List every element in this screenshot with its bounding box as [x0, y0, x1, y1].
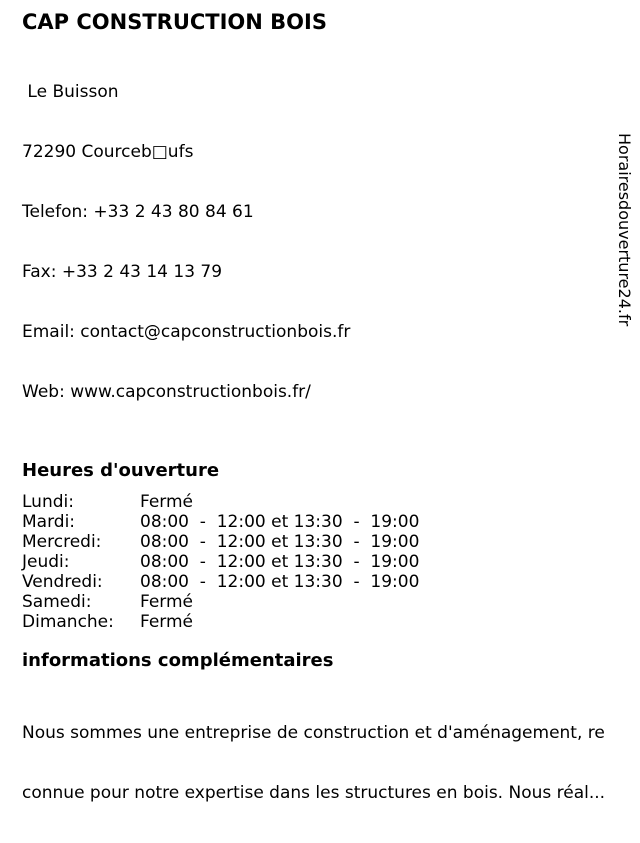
day-label: Mercredi:: [22, 532, 102, 552]
address-line-1: Le Buisson: [22, 82, 119, 102]
day-label: Dimanche:: [22, 612, 114, 632]
email-line: Email: contact@capconstructionbois.fr: [22, 322, 351, 342]
info-text-line-1: Nous sommes une entreprise de construction et d'aménagement, re: [22, 723, 605, 743]
day-label: Mardi:: [22, 512, 76, 532]
page-title: CAP CONSTRUCTION BOIS: [22, 10, 327, 34]
opening-hours-heading: Heures d'ouverture: [22, 460, 220, 481]
day-hours: 08:00 - 12:00 et 13:30 - 19:00: [140, 512, 420, 532]
website-line: Web: www.capconstructionbois.fr/: [22, 382, 311, 402]
contact-block: [22, 42, 640, 442]
day-label: Vendredi:: [22, 572, 103, 592]
opening-hours-table: [22, 492, 640, 632]
day-hours: Fermé: [140, 592, 194, 612]
day-label: Samedi:: [22, 592, 92, 612]
hours-row-monday: [22, 492, 640, 512]
day-label: Lundi:: [22, 492, 74, 512]
address-line-2: 72290 Courceb□ufs: [22, 142, 194, 162]
day-hours: 08:00 - 12:00 et 13:30 - 19:00: [140, 532, 420, 552]
hours-row-thursday: [22, 552, 640, 572]
fax-line: Fax: +33 2 43 14 13 79: [22, 262, 223, 282]
info-text-line-2: connue pour notre expertise dans les structures en bois. Nous réal...: [22, 783, 606, 803]
hours-row-tuesday: [22, 512, 640, 532]
day-hours: Fermé: [140, 612, 194, 632]
hours-row-saturday: [22, 592, 640, 612]
hours-row-wednesday: [22, 532, 640, 552]
day-hours: 08:00 - 12:00 et 13:30 - 19:00: [140, 572, 420, 592]
day-label: Jeudi:: [22, 552, 70, 572]
additional-info-heading: informations complémentaires: [22, 650, 334, 671]
additional-info-text: [22, 683, 640, 843]
watermark-vertical-text: Horairesdouverture24.fr: [615, 133, 634, 327]
phone-line: Telefon: +33 2 43 80 84 61: [22, 202, 254, 222]
day-hours: 08:00 - 12:00 et 13:30 - 19:00: [140, 552, 420, 572]
hours-row-sunday: [22, 612, 640, 632]
hours-row-friday: [22, 572, 640, 592]
day-hours: Fermé: [140, 492, 194, 512]
